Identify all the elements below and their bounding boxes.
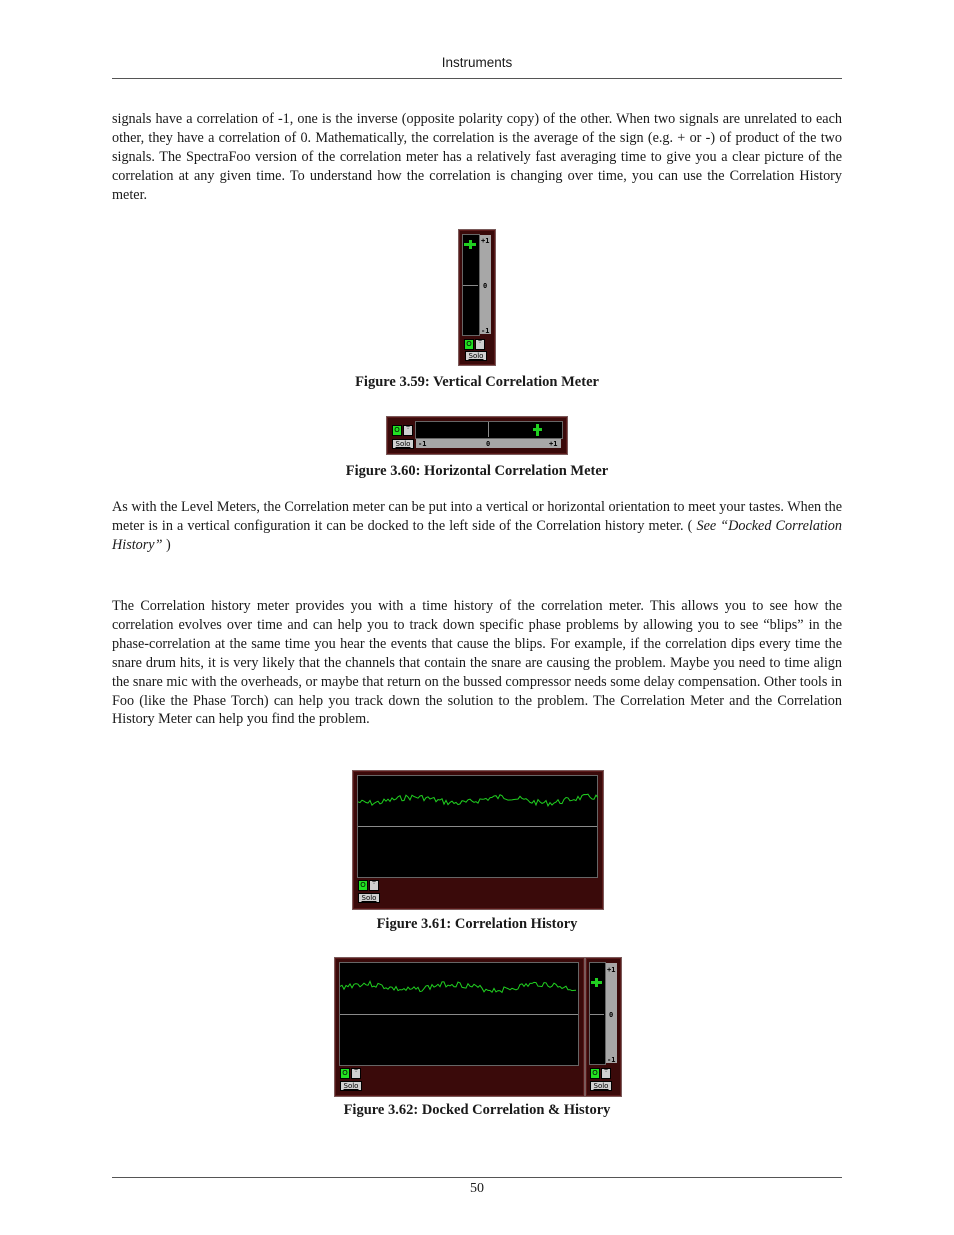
- scale-label-zero: 0: [483, 282, 488, 290]
- meter-on-toggle[interactable]: O: [464, 339, 474, 350]
- caption-figure-3-59: Figure 3.59: Vertical Correlation Meter: [355, 374, 599, 390]
- history-on-toggle[interactable]: O: [358, 880, 368, 891]
- docked-history-arrows-button[interactable]: ÷: [351, 1068, 361, 1079]
- figure-vertical-correlation-meter: [458, 229, 496, 366]
- solo-button[interactable]: Solo: [465, 351, 487, 361]
- docked-meter-arrows-button[interactable]: ÷: [601, 1068, 611, 1079]
- header-rule: [112, 78, 842, 79]
- meter-arrows-button[interactable]: ÷: [475, 339, 485, 350]
- scale-label-minus-one: -1: [481, 327, 490, 335]
- correlation-history-trace: [358, 780, 598, 830]
- scale-label-plus-one-h: +1: [549, 440, 558, 448]
- footer-rule: [112, 1177, 842, 1178]
- page-number: 50: [470, 1181, 484, 1196]
- meter-arrows-button-h[interactable]: ÷: [403, 425, 413, 436]
- running-header: Instruments: [441, 55, 513, 70]
- paragraph-meter-orientation: [112, 498, 842, 555]
- docked-history-on-toggle[interactable]: O: [340, 1068, 350, 1079]
- caption-figure-3-60: Figure 3.60: Horizontal Correlation Meter: [345, 463, 609, 479]
- history-solo-button[interactable]: Solo: [358, 893, 380, 903]
- docked-history-solo-button[interactable]: Solo: [340, 1081, 362, 1091]
- docked-history-trace: [340, 967, 578, 1017]
- docked-meter-on-toggle[interactable]: O: [590, 1068, 600, 1079]
- solo-button-h[interactable]: Solo: [392, 439, 414, 449]
- docked-scale-plus-one: +1: [607, 966, 616, 974]
- docked-scale-zero: 0: [609, 1011, 614, 1019]
- paragraph-text: As with the Level Meters, the Correlation meter can be put into a vertical or horizontal orientation to meet your tastes. When the meter is in a vertical configuration it can be docked to the left side of the Correlation history meter. (: [112, 499, 842, 534]
- meter-on-toggle-h[interactable]: O: [392, 425, 402, 436]
- caption-figure-3-61: Figure 3.61: Correlation History: [376, 916, 578, 932]
- paragraph-correlation-intro: signals have a correlation of -1, one is the inverse (opposite polarity copy) of the other. When two signals are unrelated to each other, they have a correlation of 0. Mathematically, the correlation is the average of the sign (e.g. + or -) of product of the two signals. The SpectraFoo version of the correlation meter has a relatively fast averaging time to give you a clear picture of the correlation at any given time. To understand how the correlation is changing over time, you can use the Correlation History meter.: [112, 111, 842, 203]
- history-arrows-button[interactable]: ÷: [369, 880, 379, 891]
- figure-correlation-history: [352, 770, 604, 910]
- caption-figure-3-62: Figure 3.62: Docked Correlation & History: [343, 1102, 611, 1118]
- paragraph-text-end: ): [162, 536, 171, 553]
- docked-meter-solo-button[interactable]: Solo: [590, 1081, 612, 1091]
- paragraph-correlation-history: The Correlation history meter provides you with a time history of the correlation meter. This allows you to see how the correlation evolves over time and can help you to track down specific phase problems by allowing you to see “blips” in the phase-correlation at the same time you hear the events that cause the blips. For example, if the correlation dips every time the snare drum hits, it is very likely that the channels that contain the snare are causing the problem. Maybe you need to time align the snare mic with the overheads, or maybe that return on the bussed compressor needs some delay compensation. Other tools in Foo (like the Phase Torch) can help you track down the solution to the problem. The Correlation Meter and the Correlation History Meter can help you find the problem.: [112, 598, 842, 728]
- scale-label-plus-one: +1: [481, 237, 490, 245]
- cross-reference-link[interactable]: See “Docked Correlation History”: [112, 517, 842, 553]
- scale-label-minus-one-h: -1: [418, 440, 427, 448]
- figure-docked-correlation-history: [334, 957, 622, 1097]
- scale-label-zero-h: 0: [486, 440, 491, 448]
- figure-horizontal-correlation-meter: [386, 416, 568, 455]
- docked-scale-minus-one: -1: [607, 1056, 616, 1064]
